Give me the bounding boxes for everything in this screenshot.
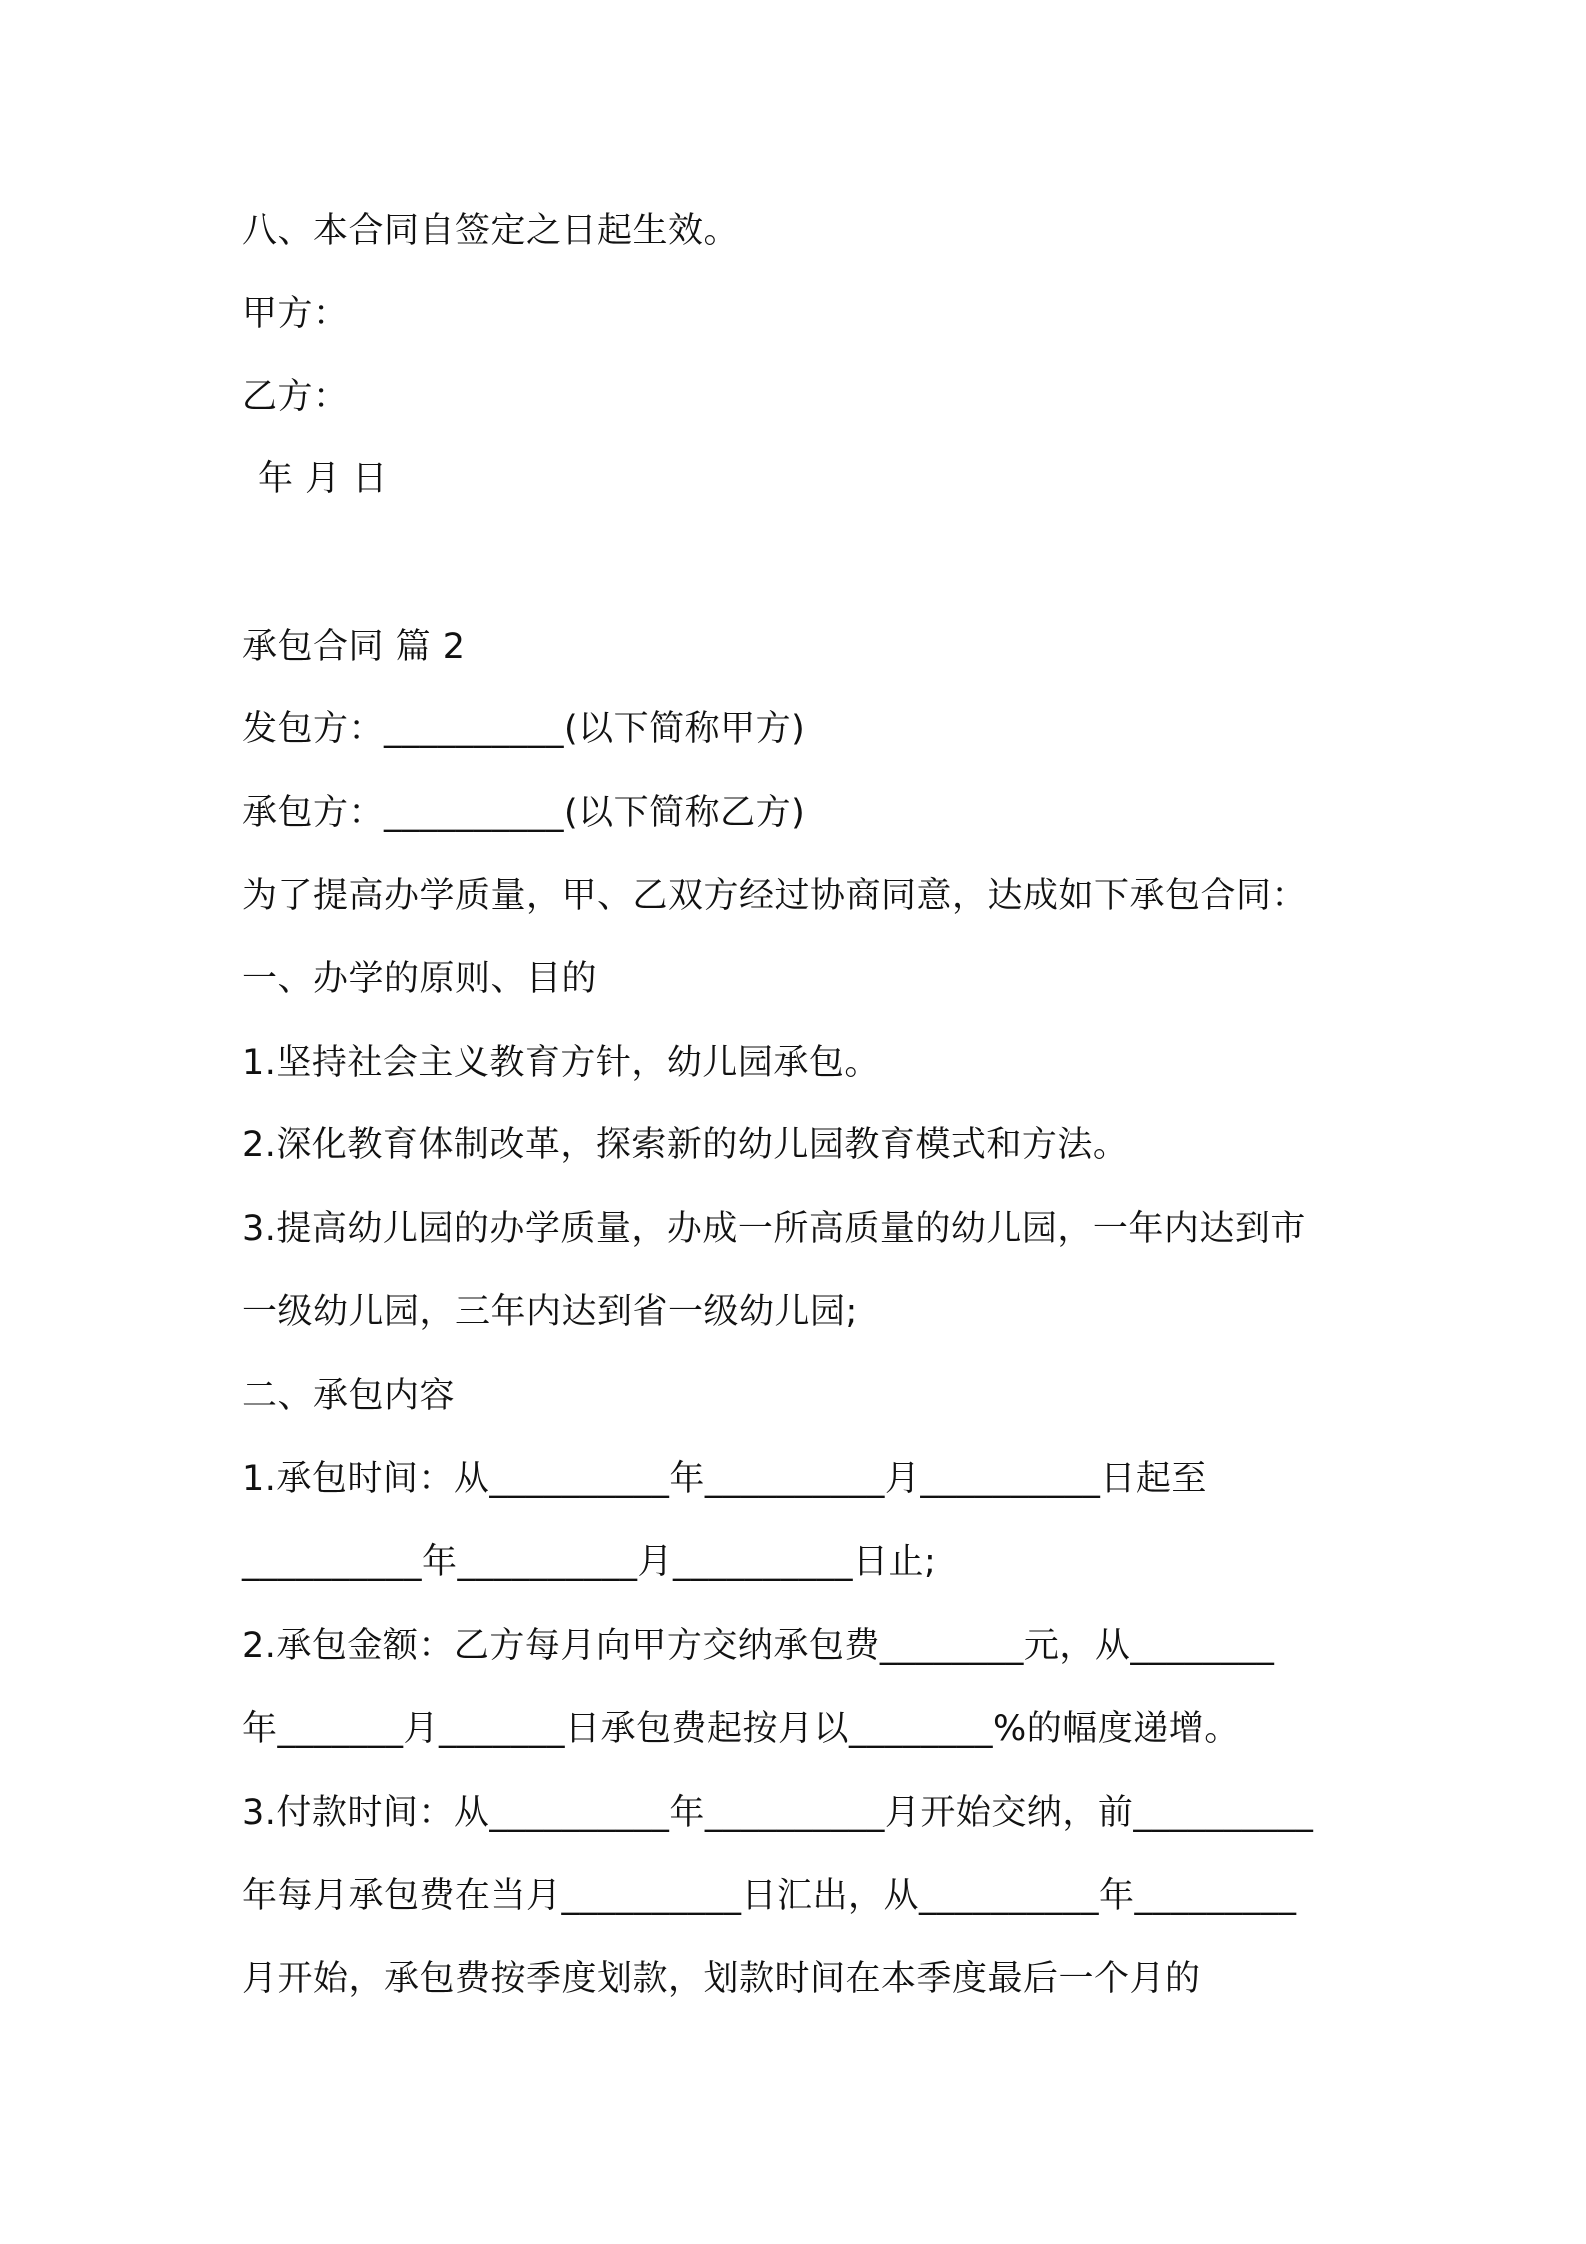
section-2-heading: 二、承包内容 (242, 1376, 456, 1416)
section-1-item-1: 1.坚持社会主义教育方针，幼儿园承包。 (242, 1043, 880, 1083)
party-b-signature: 乙方： (242, 377, 349, 417)
party-a-signature: 甲方： (242, 294, 349, 334)
section-2-item-1: 1.承包时间：从__________年__________月__________日起至 (242, 1459, 1207, 1499)
signing-date: 年 月 日 (258, 459, 388, 499)
contracting-party: 发包方：__________(以下简称甲方) (242, 709, 806, 749)
contractor-party: 承包方：__________(以下简称乙方) (242, 793, 806, 833)
section-1-heading: 一、办学的原则、目的 (242, 959, 598, 999)
section-2-item-3-cont-2: 月开始，承包费按季度划款，划款时间在本季度最后一个月的 (242, 1959, 1201, 1999)
clause-8-effective: 八、本合同自签定之日起生效。 (242, 211, 740, 251)
section-2-item-3-cont: 年每月承包费在当月__________日汇出，从__________年_________ (242, 1876, 1297, 1916)
section-2-item-2: 2.承包金额：乙方每月向甲方交纳承包费________元，从________ (242, 1626, 1275, 1666)
section-2-item-3: 3.付款时间：从__________年__________月开始交纳，前__________ (242, 1793, 1314, 1833)
section-1-item-3: 3.提高幼儿园的办学质量，办成一所高质量的幼儿园，一年内达到市 (242, 1209, 1306, 1249)
section-2-item-2-cont: 年_______月_______日承包费起按月以________%的幅度递增。 (242, 1709, 1240, 1749)
section-1-item-2: 2.深化教育体制改革，探索新的幼儿园教育模式和方法。 (242, 1125, 1129, 1165)
section-1-item-3-cont: 一级幼儿园，三年内达到省一级幼儿园; (242, 1292, 858, 1332)
section-2-item-1-cont: __________年__________月__________日止; (242, 1542, 937, 1582)
preamble: 为了提高办学质量，甲、乙双方经过协商同意，达成如下承包合同： (242, 876, 1308, 916)
contract-title: 承包合同 篇 2 (242, 627, 466, 667)
